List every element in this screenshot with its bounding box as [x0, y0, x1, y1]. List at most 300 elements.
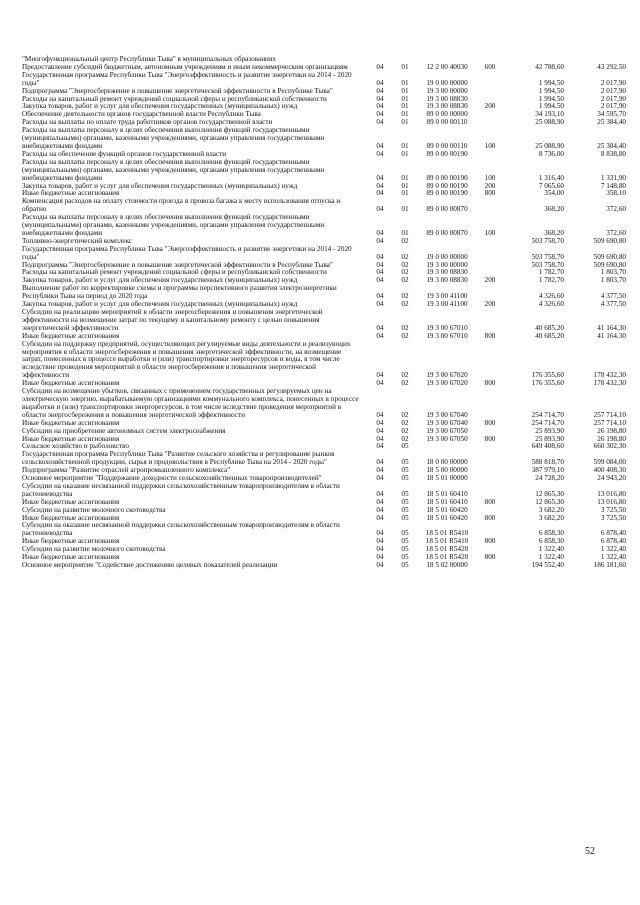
- table-row: [22, 159, 626, 183]
- row-name: Подпрограмма "Энергосбережение и повышение энергетической эффективности в Республике Тыва": [22, 260, 333, 269]
- subsection-code: 02: [401, 276, 409, 285]
- section-code: 04: [376, 426, 384, 435]
- target-article-code: 19 3 00 00000: [426, 260, 468, 269]
- target-article-code: [416, 238, 478, 246]
- table-row: [22, 285, 626, 301]
- row-name: Субсидии на возмещение убытков, связанных с применением государственных регулируемых цен на электрическую энергию, вырабатываемую организациями коммунального комплекса, понесенных в процессе выработки и (или) транспортировки энергоресурсов, в том числе вследствие проведения мероприятий в области энергосбережения и повышения энергетической эффективности: [22, 387, 359, 419]
- row-name: Основное мероприятие "Содействие достижению целевых показателей реализации: [22, 561, 278, 569]
- target-article-code: [416, 443, 478, 451]
- expense-type-code: 800: [484, 189, 496, 198]
- expense-type-code: [478, 475, 502, 483]
- amount-year-1: 1 322,40: [538, 545, 564, 554]
- subsection-code: 05: [401, 489, 409, 498]
- expense-type-code: [478, 562, 502, 570]
- amount-year-2: 509 690,80: [593, 260, 626, 269]
- section-code: 04: [376, 513, 384, 522]
- target-article-code: 89 0 00 00870: [426, 228, 468, 237]
- subsection-code: 05: [401, 442, 409, 451]
- target-article-code: 18 5 01 60420: [426, 513, 468, 522]
- target-article-code: 19 3 00 41100: [426, 300, 468, 309]
- amount-year-2: 178 432,30: [593, 371, 626, 380]
- amount-year-1: 588 818,70: [531, 458, 564, 467]
- target-article-code: 19 3 00 67010: [426, 331, 468, 340]
- expense-type-code: 800: [484, 537, 496, 546]
- expense-type-code: 200: [484, 181, 496, 190]
- amount-year-2: 25 384,40: [597, 141, 626, 150]
- section-code: 04: [376, 292, 384, 301]
- section-code: 04: [376, 418, 384, 427]
- amount-year-1: 1 322,40: [538, 553, 564, 562]
- amount-year-1: 1 782,70: [538, 268, 564, 277]
- row-name: Предоставление субсидий бюджетным, автономным учреждениям и иным некоммерческим организациям: [22, 62, 348, 71]
- row-name: Иные бюджетные ассигнования: [22, 434, 120, 443]
- section-code: 04: [376, 489, 384, 498]
- subsection-code: 05: [401, 458, 409, 467]
- amount-year-1: 1 316,40: [538, 173, 564, 182]
- expense-type-code: [478, 198, 502, 214]
- amount-year-1: 3 682,20: [538, 513, 564, 522]
- target-article-code: 19 3 00 67050: [426, 426, 468, 435]
- amount-year-1: 6 858,30: [538, 537, 564, 546]
- subsection-code: 02: [401, 418, 409, 427]
- row-name: Расходы на капитальный ремонт учреждений социальной сферы и республиканской собственности: [22, 94, 327, 103]
- subsection-code: 02: [401, 426, 409, 435]
- section-code: 04: [376, 118, 384, 127]
- section-code: 04: [376, 102, 384, 111]
- target-article-code: 19 3 00 67020: [426, 379, 468, 388]
- target-article-code: 19 3 00 67040: [426, 410, 468, 419]
- subsection-code: 05: [401, 545, 409, 554]
- target-article-code: 18 5 01 R5420: [425, 553, 469, 562]
- section-code: 04: [376, 149, 384, 158]
- row-name: Основное мероприятие "Поддержание доходности сельскохозяйственных товаропроизводителей": [22, 474, 322, 483]
- amount-year-1: 354,00: [544, 189, 564, 198]
- expense-type-code: [478, 309, 502, 333]
- amount-year-2: 257 714,10: [593, 410, 626, 419]
- expense-type-code: [478, 388, 502, 420]
- amount-year-2: 257 714,10: [593, 418, 626, 427]
- section-code: 04: [376, 62, 384, 71]
- section-code: 04: [376, 236, 384, 245]
- target-article-code: 19 3 00 08830: [426, 276, 468, 285]
- amount-year-2: 8 838,80: [600, 149, 626, 158]
- amount-year-2: 2 017,90: [600, 78, 626, 87]
- subsection-code: 01: [401, 141, 409, 150]
- subsection-code: 05: [401, 466, 409, 475]
- amount-year-1: 1 994,50: [538, 86, 564, 95]
- section-code: 04: [376, 505, 384, 514]
- row-name: Компенсация расходов на оплату стоимости проезда и провоза багажа к месту использования отпуска и обратно: [22, 197, 341, 214]
- expense-type-code: [478, 467, 502, 475]
- amount-year-1: 387 979,10: [531, 466, 564, 475]
- row-name: Субсидии на оказание несвязанной поддержки сельскохозяйственным товаропроизводителям в области растениеводства: [22, 481, 340, 498]
- table-row: [22, 214, 626, 238]
- section-code: 04: [376, 173, 384, 182]
- target-article-code: 19 0 00 00000: [426, 78, 468, 87]
- expense-type-code: [478, 262, 502, 270]
- target-article-code: 19 3 00 67050: [426, 434, 468, 443]
- target-article-code: 18 0 00 00000: [426, 458, 468, 467]
- row-name: Субсидии на развитие молочного скотоводства: [22, 505, 166, 514]
- subsection-code: 01: [401, 62, 409, 71]
- subsection-code: 05: [401, 537, 409, 546]
- expense-type-code: [478, 443, 502, 451]
- section-code: 04: [376, 86, 384, 95]
- subsection-code: 01: [401, 189, 409, 198]
- subsection-code: 05: [401, 561, 409, 569]
- section-code: 04: [376, 94, 384, 103]
- subsection-code: 02: [401, 252, 409, 261]
- amount-year-2: 2 017,90: [600, 94, 626, 103]
- subsection-code: 05: [401, 529, 409, 538]
- section-code: 04: [376, 141, 384, 150]
- expense-type-code: [478, 246, 502, 262]
- amount-year-1: 194 552,40: [531, 561, 564, 569]
- row-name: Закупка товаров, работ и услуг для обеспечения государственных (муниципальных) нужд: [22, 276, 298, 285]
- expense-type-code: [478, 151, 502, 159]
- row-name: Закупка товаров, работ и услуг для обеспечения государственных (муниципальных) нужд: [22, 181, 298, 190]
- expense-type-code: 200: [484, 276, 496, 285]
- target-article-code: 18 5 00 00000: [426, 466, 468, 475]
- expense-type-code: [478, 119, 502, 127]
- amount-year-2: 1 331,90: [600, 173, 626, 182]
- amount-year-2: 372,60: [606, 228, 626, 237]
- section-code: 04: [376, 189, 384, 198]
- table-row: [22, 198, 626, 214]
- row-name: Расходы на капитальный ремонт учреждений социальной сферы и республиканской собственности: [22, 268, 327, 277]
- target-article-code: 89 0 00 00190: [426, 189, 468, 198]
- table-row: [22, 388, 626, 420]
- amount-year-1: 254 714,70: [531, 418, 564, 427]
- amount-year-1: 4 326,60: [538, 300, 564, 309]
- table-row: [22, 341, 626, 381]
- target-article-code: 18 5 01 R5420: [425, 545, 469, 554]
- amount-year-2: 400 408,30: [593, 466, 626, 475]
- subsection-code: 02: [401, 379, 409, 388]
- subsection-code: 01: [401, 78, 409, 87]
- amount-year-1: 368,20: [544, 228, 564, 237]
- subsection-code: 02: [401, 300, 409, 309]
- target-article-code: 19 3 00 67020: [426, 371, 468, 380]
- amount-year-2: 6 878,40: [600, 529, 626, 538]
- expense-type-code: [478, 522, 502, 538]
- target-article-code: 18 5 01 R5410: [425, 537, 469, 546]
- target-article-code: 19 3 00 67040: [426, 418, 468, 427]
- row-name: Иные бюджетные ассигнования: [22, 189, 120, 198]
- section-code: 04: [376, 300, 384, 309]
- amount-year-2: 1 803,70: [600, 276, 626, 285]
- target-article-code: 18 5 01 60410: [426, 489, 468, 498]
- subsection-code: 02: [401, 268, 409, 277]
- subsection-code: 02: [401, 371, 409, 380]
- subsection-code: 01: [401, 110, 409, 119]
- amount-year-1: 8 736,00: [538, 149, 564, 158]
- target-article-code: 18 5 01 60410: [426, 497, 468, 506]
- target-article-code: 18 5 02 00000: [426, 561, 468, 569]
- section-code: 04: [376, 78, 384, 87]
- amount-year-1: 7 065,60: [538, 181, 564, 190]
- row-name: Расходы на выплаты персоналу в целях обеспечения выполнения функций государственными (муниципальными) органами, казенными учреждениями, органами управления государственными внебюджетными фондами: [22, 126, 325, 150]
- row-name: Субсидии на оказание несвязанной поддержки сельскохозяйственным товаропроизводителям в области растениеводства: [22, 521, 340, 538]
- amount-year-2: 13 016,80: [597, 497, 626, 506]
- section-code: 04: [376, 228, 384, 237]
- target-article-code: 19 0 00 00000: [426, 252, 468, 261]
- section-code: 04: [376, 110, 384, 119]
- row-name: Иные бюджетные ассигнования: [22, 513, 120, 522]
- expense-type-code: 100: [484, 228, 496, 237]
- amount-year-2: 178 432,30: [593, 379, 626, 388]
- section-code: 04: [376, 331, 384, 340]
- amount-year-1: 25 088,90: [535, 141, 564, 150]
- table-row: [22, 451, 626, 467]
- subsection-code: 01: [401, 228, 409, 237]
- subsection-code: 02: [401, 410, 409, 419]
- target-article-code: 89 0 00 00870: [426, 205, 468, 214]
- amount-year-1: 40 685,20: [535, 331, 564, 340]
- table-row: [22, 72, 626, 88]
- amount-year-2: 6 878,40: [600, 537, 626, 546]
- amount-year-1: 176 355,60: [531, 371, 564, 380]
- amount-year-2: 25 384,40: [597, 118, 626, 127]
- expense-type-code: 800: [484, 434, 496, 443]
- row-name: Расходы на выплаты персоналу в целях обеспечения выполнения функций государственными (муниципальными) органами, казенными учреждениями, органами управления государственными внебюджетными фондами: [22, 157, 325, 182]
- amount-year-2: 358,10: [606, 189, 626, 198]
- subsection-code: 01: [401, 173, 409, 182]
- expense-type-code: 600: [484, 62, 496, 71]
- target-article-code: 18 5 01 60420: [426, 505, 468, 514]
- amount-year-1: 12 865,30: [535, 497, 564, 506]
- subsection-code: 01: [401, 181, 409, 190]
- expense-type-code: 100: [484, 173, 496, 182]
- expense-type-code: [478, 341, 502, 381]
- table-row: [22, 246, 626, 262]
- section-code: 04: [376, 466, 384, 475]
- target-article-code: 19 3 00 67010: [426, 323, 468, 332]
- amount-year-2: 509 690,80: [593, 236, 626, 245]
- section-code: 04: [376, 410, 384, 419]
- amount-year-1: 503 758,70: [531, 260, 564, 269]
- section-code: 04: [376, 553, 384, 562]
- section-code: 04: [376, 561, 384, 569]
- row-name: Субсидии на реализацию мероприятий в области энергосбережения и повышения энергетической эффективности на возмещение затрат по текущему и капитальному ремонту с целью повышения энергетической эффективности: [22, 308, 323, 332]
- expense-type-code: [478, 88, 502, 96]
- subsection-code: 05: [401, 513, 409, 522]
- target-article-code: 19 3 00 08830: [426, 94, 468, 103]
- section-code: 04: [376, 205, 384, 214]
- expense-type-code: 800: [484, 331, 496, 340]
- amount-year-1: 254 714,70: [531, 410, 564, 419]
- section-code: 04: [376, 276, 384, 285]
- amount-year-1: 42 788,60: [535, 62, 564, 71]
- subsection-code: 05: [401, 474, 409, 483]
- amount-year-2: 4 377,50: [600, 300, 626, 309]
- amount-year-2: 4 377,50: [600, 292, 626, 301]
- expense-type-code: [478, 483, 502, 499]
- subsection-code: 01: [401, 118, 409, 127]
- section-code: 04: [376, 537, 384, 546]
- section-code: 04: [376, 458, 384, 467]
- amount-year-2: 1 322,40: [600, 553, 626, 562]
- target-article-code: 89 0 00 00190: [426, 173, 468, 182]
- expense-type-code: [478, 111, 502, 119]
- table-row: [22, 309, 626, 333]
- amount-year-2: 186 181,60: [593, 561, 626, 569]
- amount-year-1: 176 355,60: [531, 379, 564, 388]
- amount-year-1: 503 758,70: [531, 236, 564, 245]
- subsection-code: 01: [401, 86, 409, 95]
- amount-year-1: 4 326,60: [538, 292, 564, 301]
- row-name: Иные бюджетные ассигнования: [22, 497, 120, 506]
- target-article-code: 89 0 00 00110: [426, 118, 468, 127]
- subsection-code: 05: [401, 497, 409, 506]
- section-code: 04: [376, 260, 384, 269]
- row-name: Иные бюджетные ассигнования: [22, 418, 120, 427]
- section-code: 04: [376, 379, 384, 388]
- amount-year-1: 24 728,20: [535, 474, 564, 483]
- subsection-code: 01: [401, 205, 409, 214]
- section-code: 04: [376, 442, 384, 451]
- amount-year-1: 25 088,90: [535, 118, 564, 127]
- row-name: Топливно-энергетический комплекс: [22, 236, 133, 245]
- amount-year-2: 7 148,80: [600, 181, 626, 190]
- section-code: 04: [376, 323, 384, 332]
- row-name: Выполнение работ по корректировке схемы и программы перспективного развития электроэнергетики Республики Тыва на период до 2020 года: [22, 284, 337, 301]
- target-article-code: 12 2 00 40030: [426, 62, 468, 71]
- section-code: 04: [376, 268, 384, 277]
- row-name: Расходы на выплаты по оплате труда работников органов государственной власти: [22, 118, 273, 127]
- target-article-code: 89 0 00 00190: [426, 181, 468, 190]
- amount-year-1: 368,20: [544, 205, 564, 214]
- table-row: [22, 483, 626, 499]
- section-code: 04: [376, 474, 384, 483]
- expense-type-code: 200: [484, 300, 496, 309]
- section-code: 04: [376, 252, 384, 261]
- page-number: 52: [585, 846, 595, 857]
- amount-year-2: 13 016,80: [597, 489, 626, 498]
- amount-year-1: 1 782,70: [538, 276, 564, 285]
- amount-year-2: 509 690,80: [593, 252, 626, 261]
- amount-year-2: 2 017,90: [600, 102, 626, 111]
- amount-year-2: 1 322,40: [600, 545, 626, 554]
- amount-year-2: 660 302,30: [593, 442, 626, 451]
- expense-type-code: [478, 285, 502, 301]
- subsection-code: 02: [401, 260, 409, 269]
- table-row: [22, 522, 626, 538]
- expense-type-code: [478, 451, 502, 467]
- subsection-code: 02: [401, 434, 409, 443]
- row-name: Подпрограмма "Энергосбережение и повышение энергетической эффективности в Республике Тыва": [22, 86, 333, 95]
- subsection-code: 01: [401, 94, 409, 103]
- row-name: Расходы на обеспечение функций органов государственной власти: [22, 149, 227, 158]
- amount-year-2: 3 725,50: [600, 513, 626, 522]
- amount-year-1: 34 193,10: [535, 110, 564, 119]
- section-code: 04: [376, 371, 384, 380]
- subsection-code: 01: [401, 102, 409, 111]
- table-row: [22, 127, 626, 151]
- amount-year-1: 503 758,70: [531, 252, 564, 261]
- row-name: Сельское хозяйство и рыболовство: [22, 442, 129, 451]
- expense-type-code: [478, 238, 502, 246]
- row-name: Государственная программа Республики Тыва "Энергоэффективность и развитие энергетики на 2014 - 2020 годы": [22, 244, 352, 261]
- amount-year-1: 1 994,50: [538, 94, 564, 103]
- expense-type-code: 800: [484, 553, 496, 562]
- amount-year-2: 26 198,80: [597, 434, 626, 443]
- subsection-code: 02: [401, 236, 409, 245]
- amount-year-2: 41 164,30: [597, 331, 626, 340]
- amount-year-1: 6 858,30: [538, 529, 564, 538]
- row-name: Закупка товаров, работ и услуг для обеспечения государственных (муниципальных) нужд: [22, 102, 298, 111]
- expense-type-code: 800: [484, 497, 496, 506]
- amount-year-2: 26 198,80: [597, 426, 626, 435]
- table-row: [22, 562, 626, 570]
- row-name: Расходы на выплаты персоналу в целях обеспечения выполнения функций государственными (муниципальными) органами, казенными учреждениями, органами управления государственными внебюджетными фондами: [22, 213, 325, 237]
- row-name: Субсидии на поддержку предприятий, осуществляющих регулируемые виды деятельности и реализующих мероприятия в области энергосбережения и повышения энергетической эффективности, на возмещение затрат, понесенных в процессе выработки и (или) транспортировки энергоресурсов и воды, в том числе вследствие проведения мероприятий в области энергосбережения и повышения энергетической эффективности: [22, 339, 351, 380]
- section-code: 04: [376, 529, 384, 538]
- row-name: Иные бюджетные ассигнования: [22, 537, 120, 546]
- amount-year-1: 1 994,50: [538, 102, 564, 111]
- amount-year-2: 1 803,70: [600, 268, 626, 277]
- budget-table-page: [22, 55, 626, 570]
- subsection-code: 02: [401, 292, 409, 301]
- row-name: Иные бюджетные ассигнования: [22, 553, 120, 562]
- target-article-code: 19 3 00 00000: [426, 86, 468, 95]
- section-code: 04: [376, 545, 384, 554]
- amount-year-1: 40 685,20: [535, 323, 564, 332]
- row-name: Подпрограмма "Развитие отраслей агропромышленного комплекса": [22, 466, 231, 475]
- target-article-code: 89 0 00 00000: [426, 110, 468, 119]
- target-article-code: 89 0 00 00190: [426, 149, 468, 158]
- row-name: Обеспечение деятельности органов государственной власти Республики Тыва: [22, 110, 261, 119]
- subsection-code: 02: [401, 331, 409, 340]
- amount-year-2: 3 725,50: [600, 505, 626, 514]
- target-article-code: 18 5 01 00000: [426, 474, 468, 483]
- amount-year-2: 24 943,20: [597, 474, 626, 483]
- amount-year-2: 43 292,50: [597, 62, 626, 71]
- amount-year-2: 34 595,70: [597, 110, 626, 119]
- target-article-code: 89 0 00 00110: [426, 141, 468, 150]
- expense-type-code: 800: [484, 418, 496, 427]
- section-code: 04: [376, 181, 384, 190]
- section-code: 04: [376, 497, 384, 506]
- amount-year-1: 3 682,20: [538, 505, 564, 514]
- subsection-code: 02: [401, 323, 409, 332]
- expense-type-code: 200: [484, 102, 496, 111]
- amount-year-1: 25 893,90: [535, 434, 564, 443]
- row-name: Закупка товаров, работ и услуг для обеспечения государственных (муниципальных) нужд: [22, 300, 298, 309]
- subsection-code: 05: [401, 553, 409, 562]
- expense-type-code: [478, 72, 502, 88]
- amount-year-1: 12 865,30: [535, 489, 564, 498]
- expense-type-code: 800: [484, 379, 496, 388]
- target-article-code: 18 5 01 R5410: [425, 529, 469, 538]
- subsection-code: 05: [401, 505, 409, 514]
- expense-type-code: 800: [484, 513, 496, 522]
- subsection-code: 01: [401, 149, 409, 158]
- amount-year-1: 1 994,50: [538, 78, 564, 87]
- amount-year-1: 25 893,90: [535, 426, 564, 435]
- amount-year-2: 2 017,90: [600, 86, 626, 95]
- amount-year-2: 599 084,00: [593, 458, 626, 467]
- row-name: Субсидии на развитие молочного скотоводства: [22, 545, 166, 554]
- amount-year-2: 41 164,30: [597, 323, 626, 332]
- target-article-code: 19 3 00 08830: [426, 268, 468, 277]
- target-article-code: 19 3 00 08830: [426, 102, 468, 111]
- row-name: Государственная программа Республики Тыва "Энергоэффективность и развитие энергетики на 2014 - 2020 годы": [22, 70, 352, 87]
- row-name: "Многофункциональный центр Республики Тыва" в муниципальных образованиях: [22, 55, 276, 63]
- budget-table: [22, 56, 626, 570]
- row-name: Субсидии на приобретение автономных систем электроснабжения: [22, 426, 226, 435]
- target-article-code: 19 3 00 41100: [426, 292, 468, 301]
